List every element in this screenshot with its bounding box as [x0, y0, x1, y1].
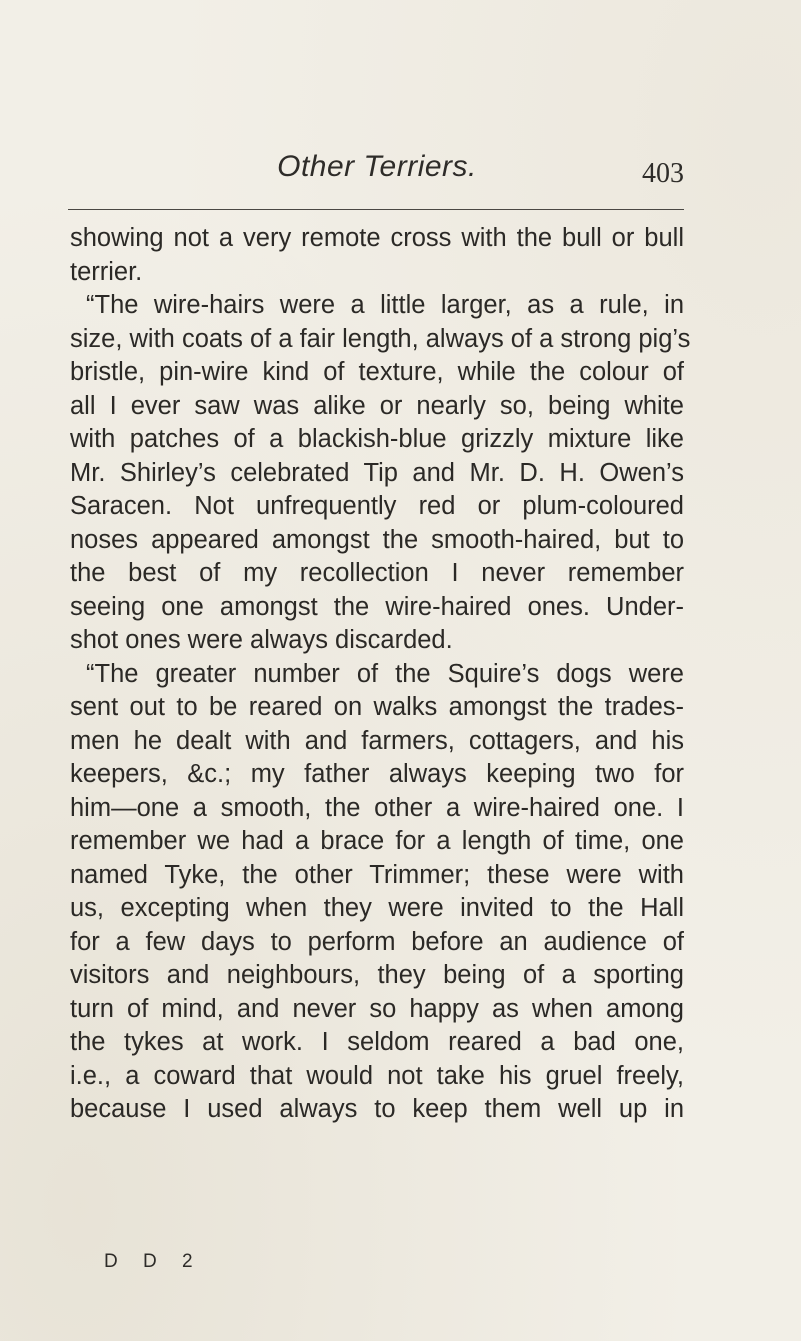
text-line: size, with coats of a fair length, always of a strong pig’s	[70, 324, 691, 353]
text-line: noses appeared amongst the smooth-haired, but to	[70, 525, 684, 554]
text-line: with patches of a blackish-blue grizzly mixture like	[70, 425, 684, 453]
text-line: bristle, pin-wire kind of texture, while the colour of	[70, 358, 684, 386]
text-line: keepers, &c.; my father always keeping two for	[70, 760, 684, 788]
text-line: visitors and neighbours, they being of a sporting	[70, 961, 684, 989]
text-line: us, excepting when they were invited to the Hall	[70, 894, 684, 922]
text-line: the best of my recollection I never remember	[70, 559, 684, 587]
text-line: because I used always to keep them well up in	[70, 1095, 684, 1123]
text-line: all I ever saw was alike or nearly so, being white	[70, 391, 684, 420]
text-line: showing not a very remote cross with the bull or bull	[70, 224, 684, 252]
text-line: remember we had a brace for a length of time, one	[70, 827, 684, 855]
text-line: “The wire-hairs were a little larger, as a rule, in	[86, 291, 684, 319]
text-line: Mr. Shirley’s celebrated Tip and Mr. D. H. Owen’s	[70, 458, 684, 487]
text-line: terrier.	[70, 257, 143, 286]
page-number: 403	[642, 158, 684, 189]
running-title: Other Terriers.	[277, 150, 477, 183]
text-line: the tykes at work. I seldom reared a bad one,	[70, 1028, 684, 1056]
text-line: him—one a smooth, the other a wire-haired one. I	[70, 793, 684, 822]
signature-mark: D D 2	[104, 1251, 203, 1272]
text-line: Saracen. Not unfrequently red or plum-coloured	[70, 492, 684, 520]
text-line: seeing one amongst the wire-haired ones. Under-	[70, 592, 684, 621]
body-text	[70, 222, 691, 1127]
text-line: i.e., a coward that would not take his gruel freely,	[70, 1061, 684, 1090]
text-line: named Tyke, the other Trimmer; these were with	[70, 860, 684, 889]
text-line: men he dealt with and farmers, cottagers, and his	[70, 726, 684, 755]
text-line: turn of mind, and never so happy as when among	[70, 994, 684, 1023]
running-head	[70, 150, 684, 194]
text-line: shot ones were always discarded.	[70, 626, 453, 654]
text-line: for a few days to perform before an audience of	[70, 927, 684, 956]
header-rule	[68, 209, 684, 210]
text-line: “The greater number of the Squire’s dogs were	[86, 659, 684, 688]
text-line: sent out to be reared on walks amongst the trades-	[70, 693, 684, 721]
